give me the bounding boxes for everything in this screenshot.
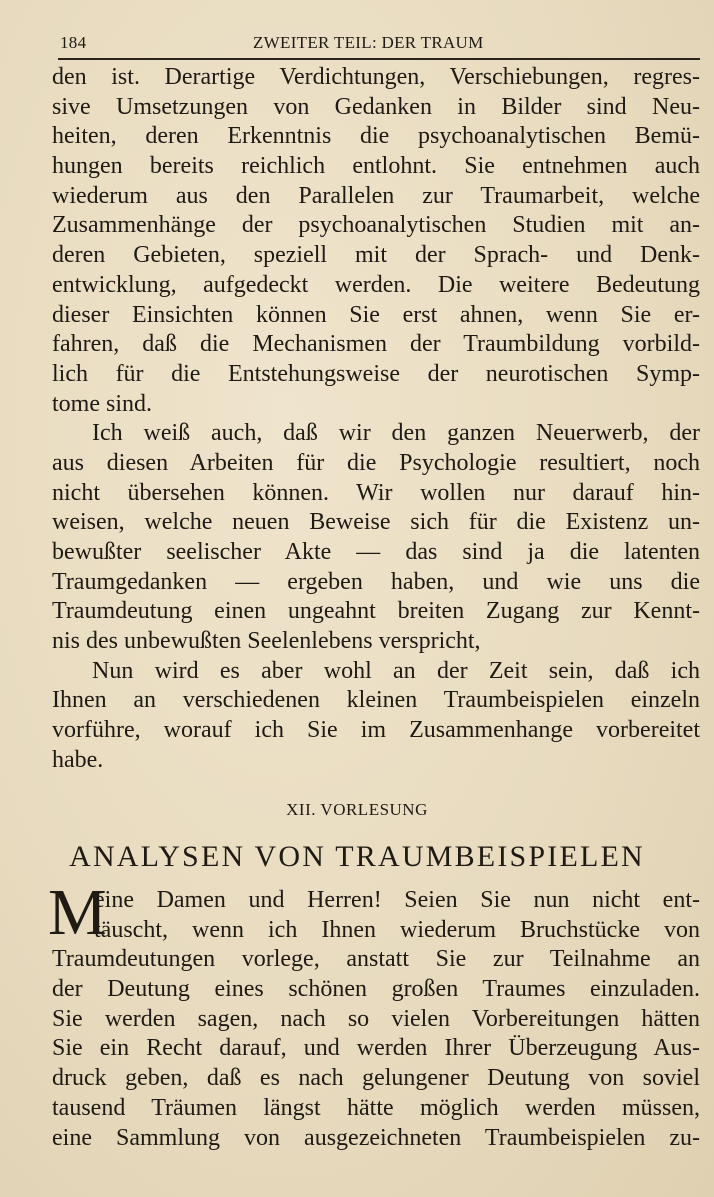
text-line: Traumdeutungen vorlege, anstatt Sie zur Teilnahme an — [52, 946, 700, 973]
text-line: dieser Einsichten können Sie erst ahnen, wenn Sie er- — [52, 301, 700, 328]
text-line: druck geben, daß es nach gelungener Deutung von soviel — [52, 1065, 700, 1092]
text-line: weisen, welche neuen Beweise sich für die Existenz un- — [52, 509, 700, 536]
text-line: eine Damen und Herren! Seien Sie nun nicht ent- — [94, 887, 700, 913]
header-rule — [58, 58, 700, 60]
text-line: aus diesen Arbeiten für die Psychologie resultiert, noch — [52, 449, 700, 476]
text-line: Zusammenhänge der psychoanalytischen Studien mit an- — [52, 212, 700, 239]
text-line: Sie werden sagen, nach so vielen Vorbereitungen hätten — [52, 1005, 700, 1032]
text-line: sive Umsetzungen von Gedanken in Bilder sind Neu- — [52, 93, 700, 120]
text-line: deren Gebieten, speziell mit der Sprach- und Denk- — [52, 242, 700, 269]
text-line: vorführe, worauf ich Sie im Zusammenhange vorbereitet — [52, 717, 700, 744]
text-line: nis des unbewußten Seelenlebens verspricht, — [52, 628, 481, 655]
text-line: lich für die Entstehungsweise der neurotischen Symp- — [52, 360, 700, 387]
chapter-title: ANALYSEN VON TRAUMBEISPIELEN — [69, 840, 645, 873]
text-line: den ist. Derartige Verdichtungen, Verschiebungen, regres- — [52, 64, 700, 90]
text-line: der Deutung eines schönen großen Traumes einzuladen. — [52, 976, 700, 1003]
text-line: entwicklung, aufgedeckt werden. Die weitere Bedeutung — [52, 271, 700, 298]
page-number: 184 — [60, 33, 87, 52]
text-line: Sie ein Recht darauf, und werden Ihrer Überzeugung Aus- — [52, 1035, 700, 1062]
text-line: bewußter seelischer Akte — das sind ja die latenten — [52, 539, 700, 565]
text-line: Traumgedanken — ergeben haben, und wie uns die — [52, 568, 700, 595]
text-line: hungen bereits reichlich entlohnt. Sie entnehmen auch — [52, 153, 700, 180]
text-line: Ihnen an verschiedenen kleinen Traumbeispielen einzeln — [52, 687, 700, 714]
text-line: eine Sammlung von ausgezeichneten Traumbeispielen zu- — [52, 1124, 700, 1151]
running-head — [60, 33, 700, 57]
text-line: habe. — [52, 746, 104, 773]
text-line: Ich weiß auch, daß wir den ganzen Neuerwerb, der — [92, 420, 700, 447]
text-line: täuscht, wenn ich Ihnen wiederum Bruchstücke von — [94, 916, 700, 943]
drop-cap: M — [48, 876, 107, 949]
chapter-text — [48, 876, 700, 1153]
text-line: Nun wird es aber wohl an der Zeit sein, daß ich — [92, 657, 700, 684]
running-title: ZWEITER TEIL: DER TRAUM — [253, 33, 484, 52]
text-line: tome sind. — [52, 390, 152, 417]
text-line: Traumdeutung einen ungeahnt breiten Zugang zur Kennt- — [52, 598, 700, 625]
lecture-label: XII. VORLESUNG — [286, 800, 428, 819]
body-text — [52, 63, 700, 776]
text-line: fahren, daß die Mechanismen der Traumbildung vorbild- — [52, 331, 700, 358]
text-line: wiederum aus den Parallelen zur Traumarbeit, welche — [52, 182, 700, 209]
text-line: heiten, deren Erkenntnis die psychoanalytischen Bemü- — [52, 123, 700, 150]
text-line: nicht übersehen können. Wir wollen nur darauf hin- — [52, 479, 700, 506]
text-line: tausend Träumen längst hätte möglich werden müssen, — [52, 1094, 700, 1121]
